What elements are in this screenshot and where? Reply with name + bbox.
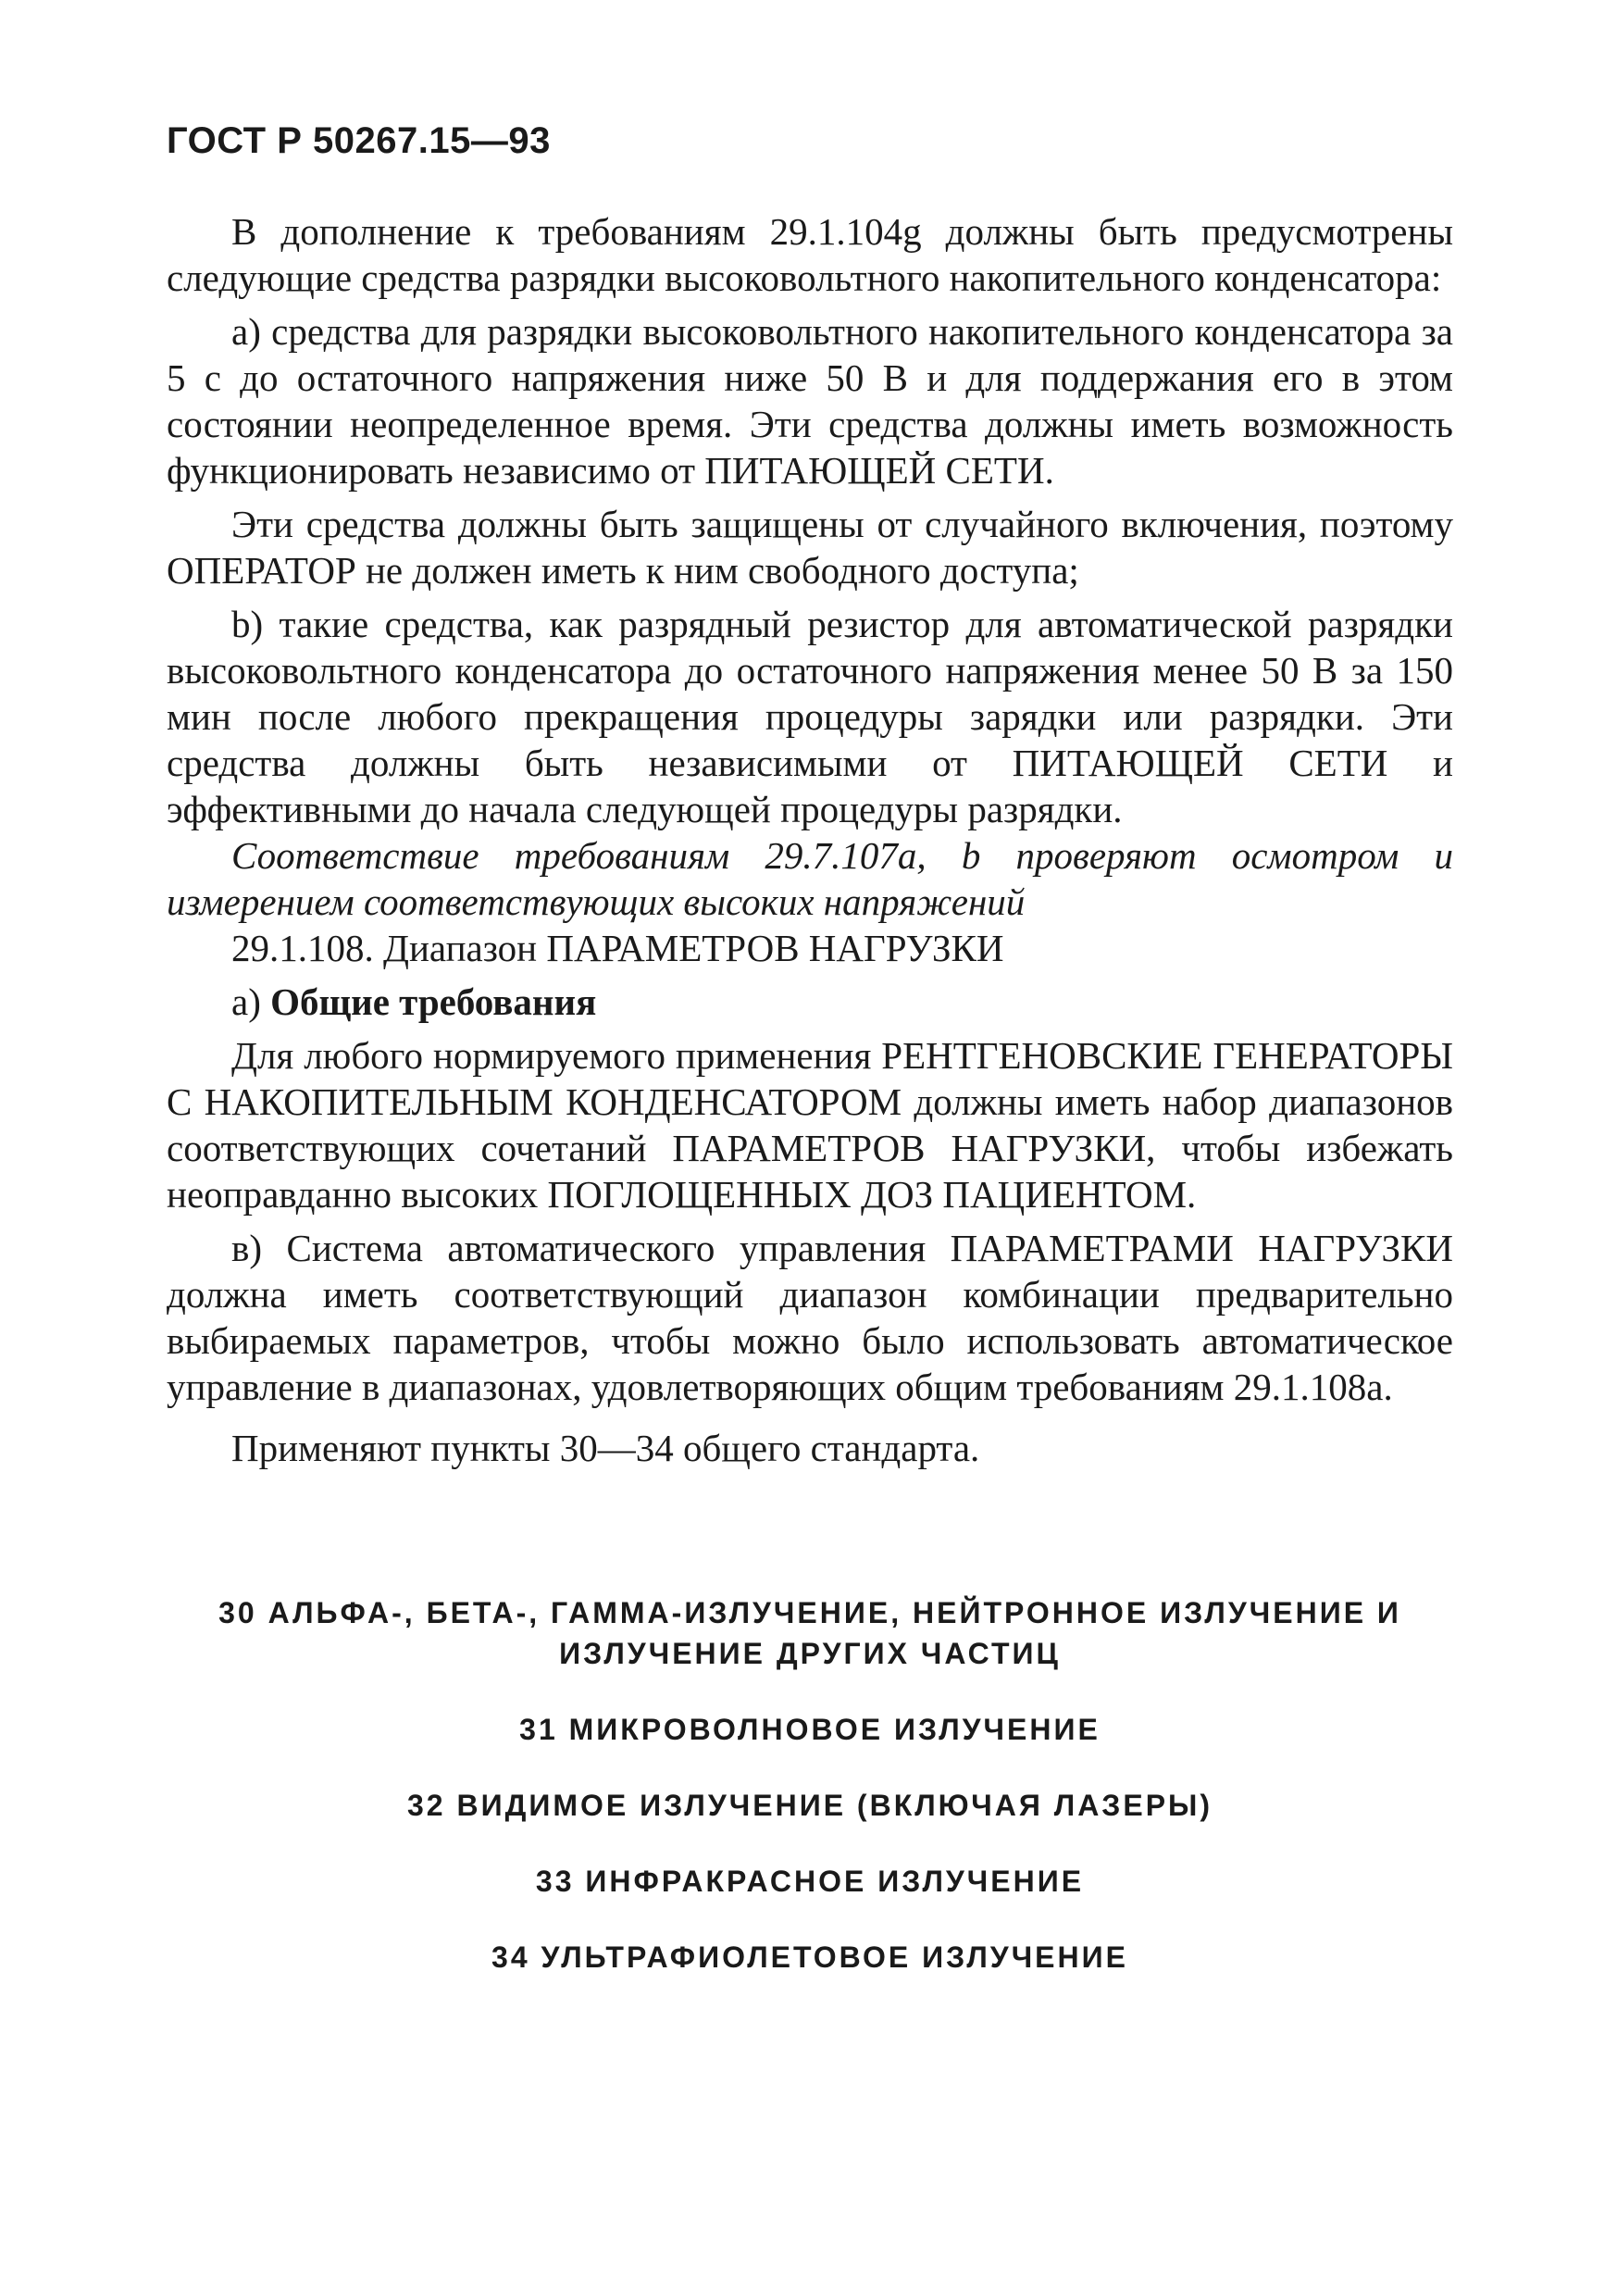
clause-heading-29-1-108: 29.1.108. Диапазон ПАРАМЕТРОВ НАГРУЗКИ xyxy=(231,927,1004,969)
section-heading-30: 30 АЛЬФА-, БЕТА-, ГАММА-ИЗЛУЧЕНИЕ, НЕЙТРОННОЕ ИЗЛУЧЕНИЕ И ИЗЛУЧЕНИЕ ДРУГИХ ЧАСТИЦ xyxy=(218,1596,1401,1670)
paragraph-applicable-clauses: Применяют пункты 30—34 общего стандарта. xyxy=(231,1427,980,1469)
paragraph-item-b: b) такие средства, как разрядный резистор для автоматической разрядки высоковольтного конденсатора до остаточного напряжения менее 50 В за 150 мин после любого прекращения процедуры зарядки или разрядки. Эти средства должны быть независимыми от ПИТАЮЩЕЙ СЕТИ и эффективными до начала следующей процедуры разрядки. xyxy=(167,603,1453,830)
section-heading-34: 34 УЛЬТРАФИОЛЕТОВОЕ ИЗЛУЧЕНИЕ xyxy=(491,1940,1128,1974)
paragraph-item-a: а) средства для разрядки высоковольтного накопительного конденсатора за 5 с до остаточного напряжения ниже 50 В и для поддержания его в этом состоянии неопределенное время. Эти средства должны иметь возможность функционировать независимо от ПИТАЮЩЕЙ СЕТИ. xyxy=(167,310,1453,492)
paragraph-item-v: в) Система автоматического управления ПАРАМЕТРАМИ НАГРУЗКИ должна иметь соответствующий диапазон комбинации предварительно выбираемых параметров, чтобы можно было использовать автоматическое управление в диапазонах, удовлетворяющих общим требованиям 29.1.108а. xyxy=(167,1227,1453,1408)
paragraph-protection: Эти средства должны быть защищены от случайного включения, поэтому ОПЕРАТОР не должен иметь к ним свободного доступа; xyxy=(167,503,1453,592)
section-heading-32: 32 ВИДИМОЕ ИЗЛУЧЕНИЕ (ВКЛЮЧАЯ ЛАЗЕРЫ) xyxy=(406,1789,1213,1822)
subclause-general-requirements xyxy=(167,979,1453,1025)
section-headings xyxy=(167,1592,1453,1978)
body-text xyxy=(167,208,1453,1471)
section-heading-31: 31 МИКРОВОЛНОВОЕ ИЗЛУЧЕНИЕ xyxy=(519,1713,1101,1746)
paragraph-generators: Для любого нормируемого применения РЕНТГЕНОВСКИЕ ГЕНЕРАТОРЫ С НАКОПИТЕЛЬНЫМ КОНДЕНСАТОРОМ должны иметь набор диапазонов соответствующих сочетаний ПАРАМЕТРОВ НАГРУЗКИ, чтобы избежать неоправданно высоких ПОГЛОЩЕННЫХ ДОЗ ПАЦИЕНТОМ. xyxy=(167,1034,1453,1216)
paragraph-compliance-note: Соответствие требованиям 29.7.107a, b проверяют осмотром и измерением соответствующих высоких напряжений xyxy=(167,834,1453,923)
subclause-title: Общие требования xyxy=(270,980,597,1023)
section-heading-33: 33 ИНФРАКРАСНОЕ ИЗЛУЧЕНИЕ xyxy=(535,1865,1085,1898)
subclause-letter: а) xyxy=(231,980,261,1023)
document-code: ГОСТ Р 50267.15—93 xyxy=(167,120,551,161)
paragraph-intro: В дополнение к требованиям 29.1.104g должны быть предусмотрены следующие средства разрядки высоковольтного накопительного конденсатора: xyxy=(167,210,1453,299)
